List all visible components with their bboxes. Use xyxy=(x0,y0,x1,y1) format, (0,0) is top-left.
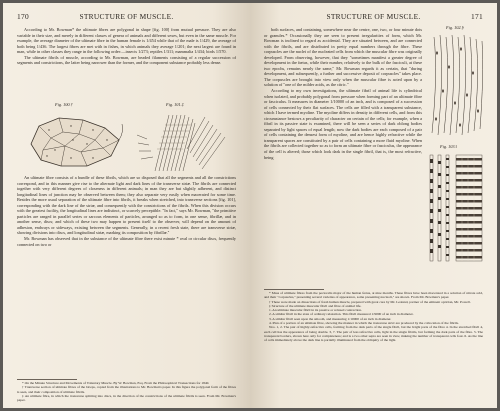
figure-101-label: Fig. 101.‡ xyxy=(166,102,184,107)
running-head-right xyxy=(264,12,483,24)
page-number-left: 170 xyxy=(17,12,29,21)
left-footnote-3: ‡ An ultimate fibre, in which the transverse splitting into discs, in the direction of the constrictions of the ultimate fibrils is seen. From Mr. Bowman's paper. xyxy=(17,393,236,403)
figure-101-illustration xyxy=(135,109,235,173)
right-paragraph-2: According to my own investigations, the ultimate fibril of animal life is cylindrical when isolated, and probably polygonal from pressure when forming part of an ultimate fibre or fasciculus. It measures in diameter 1/10000 of an inch, and is composed of a succession of cells connected by their flat surfaces. The cells are filled with a transparent substance, which I have termed myoline. The myoline differs in density in different cells, and from this circumstance bestows a peculiarity of character on certain of the cells; for example, when a fibril in its passive state is examined, there will be seen a series of dark oblong bodies separated by light spaces of equal length; now the dark bodies are each composed of a pair of cells containing the densest form of myoline, and are hence highly refractive while the transparent spaces are constituted by a pair of cells containing a more fluid myoline. When the fibrils are collected together so as to form an ultimate fibre or fasciculus, the appearance of the cell is altered; those which look dark in the single fibril, that is, the most refractive, being xyxy=(264,88,422,160)
right-footnote-2: † These were made on dissections of fresh human muscle, prepared with great care by Mr. Lealand, partner of the eminent optician, Mr. Powell. xyxy=(269,299,471,304)
right-footnote-8: Nos. 1, 2. The pair of highly-refractive cells, forming from the dark parts of the single fibril, but the bright parts of the fibre 4. In the stretched fibril 4, each cell has the appearance of being double. 3, 7. The pair of less refractive cells, light in the single fibrils, but forming the dark parts of the fibre. 5. The transparent borders, shown here only for completeness; and is a two other septa are seen in view, making the number of transparent cells four. 6. As the line of cells immediately above the dark line is partially illuminated from the obliquity of the light. xyxy=(264,325,483,343)
left-paragraph-2: The ultimate fibrils of muscle, according to Mr. Bowman, are beaded filaments consisting of a regular succession of segments and constrictions, the latter being narrower than the former, and the component substance probably less dense. xyxy=(17,54,236,66)
right-footnotes xyxy=(264,291,483,405)
figure-103-illustration xyxy=(426,153,488,265)
right-paragraph-1: both surfaces, and containing, somewhere near the centre, one, two, or four minute dots or granules.* Occasionally they are seen to present irregularities of form, which Mr. Bowman is inclined to regard as accidental. They are situated between, and are connected with the fibrils, and are distributed in pretty equal numbers through the fibre. These corpuscles are the nuclei of the nucleated cells from which the muscular fibre was originally developed. From observing, however, that they "sometimes manifest a greater degree of development in the fœtus, while their number, relatively to the bulk of the fasciculi, at these two epochs, remains nearly the same," Mr. Bowman regards it as certain, that "during development, and subsequently, a further and successive deposit of corpuscles" takes place. The corpuscles are brought into view only when the muscular fibre is acted upon by a solution of "one of the milder acids, as the citric." xyxy=(264,27,422,88)
left-footnote-2: † Transverse section of ultimate fibres of the biceps, copied from the illustrations to Mr. Bowman's paper. In this figure the polygonal form of the fibres is seen, and their composition of ultimate fibrils. xyxy=(17,385,236,394)
footnote-rule-right xyxy=(264,289,324,290)
left-text-bottom xyxy=(17,175,236,380)
right-footnote-3: ‡ Structure of the ultimate muscular fibril and fibre of animal life. xyxy=(269,303,362,308)
footnote-rule-left xyxy=(17,379,77,380)
running-title-right: STRUCTURE OF MUSCLE. xyxy=(326,12,421,21)
right-footnote-1: * Mass of ultimate fibres from the pectoralis major of the human fœtus, at nine months. These fibres have been macerated in a solution of nitrate acid, and their "corpuscles," presenting several varieties of appearance, some presenting nucleoli," are shown. From Mr. Bowman's paper. xyxy=(264,291,483,300)
left-page xyxy=(3,3,250,408)
left-text-top xyxy=(17,27,236,99)
left-paragraph-4: Mr. Bowman has observed that in the substance of the ultimate fibre there exist minute * oval or circular discs, frequently connected on two or xyxy=(17,236,236,247)
right-footnote-5: 2. A similar fibril in the state of ordinary relaxation. This fibril measured 1/9000 of an inch in diameter. xyxy=(269,312,414,317)
page-number-right: 171 xyxy=(471,12,483,21)
left-footnote-1: * On the Minute Structure and Movements of Voluntary Muscle. By W. Bowman, Esq. From the Philosophical Transactions for 1840. xyxy=(22,381,210,385)
right-footnote-7: 4. Plan of a portion of an ultimate fibre, showing the manner in which the transverse striæ are produced by the collocation of the fibrils. xyxy=(269,321,459,326)
book-spread xyxy=(3,3,497,408)
figure-100-illustration xyxy=(25,110,125,172)
figure-100-label: Fig. 100.† xyxy=(55,102,73,107)
left-paragraph-1: According to Mr. Bowman* the ultimate fibres are polygonal in shape [fig. 100] from mutual pressure. They are also variable in their size, and merely in different classes of genera of animals and different sexes, but even in the same muscle. For example, the average diameter of the ultimate fibre in the human female is 1/454 while that of the male is 1/429, the average of both being 1/436. The largest fibres are met with in fishes, in which animals they average 1/201; the next largest are found in man, while in other classes they range in the following order:—insects 1/273; reptiles 1/311; mammalia 1/434; birds 1/570. xyxy=(17,27,236,55)
right-page xyxy=(250,3,497,408)
figure-102-illustration xyxy=(428,33,486,139)
right-text-main xyxy=(264,27,422,259)
figure-103-label: Fig. 103.‖ xyxy=(440,144,457,149)
left-footnotes xyxy=(17,381,236,407)
right-footnote-4: 1. An ultimate muscular fibril in its passive or relaxed contraction. xyxy=(269,308,362,313)
running-title-left: STRUCTURE OF MUSCLE. xyxy=(79,12,174,21)
running-head-left xyxy=(17,12,236,24)
figure-102-label: Fig. 102.§ xyxy=(446,25,464,30)
right-footnote-6: 3. A similar fibril seen upon the smooth, and measuring 1/10000 of an inch in diameter. xyxy=(269,316,392,321)
left-paragraph-3: An ultimate fibre consists of a bundle of these fibrils, which are so disposed that all the segments and all the constrictions correspond, and in this manner give rise to the alternate light and dark lines of the transverse striæ. The fibrils are connected together with very different degrees of closeness in different animals; in man they are but slightly adherent, and distinct longitudinal lines of junction may be observed between them; they also separate very easily when macerated for some time. Besides the more usual separation of the ultimate fibre into fibrils, it breaks when stretched, into transverse sections [fig. 101], corresponding with the dark line of the striæ, and consequently with the constrictions of the fibrils. When this division occurs with the greatest facility, the longitudinal lines are indistinct, or scarcely perceptible. "In fact," says Mr. Bowman, "the primitive particles are ranged in parallel series or sarcous elements of particles, arranged so as to form, in one sense, fibrillæ, and in another sense, discs; and which of these two may happen to present itself to the observer, will depend on the amount of adhesion, endways or sideways, existing between the segments. Generally, in a recent fresh state, there are transverse striæ, showing divisions into discs, and longitudinal striæ, marking its composition by fibrillæ." xyxy=(17,175,236,236)
